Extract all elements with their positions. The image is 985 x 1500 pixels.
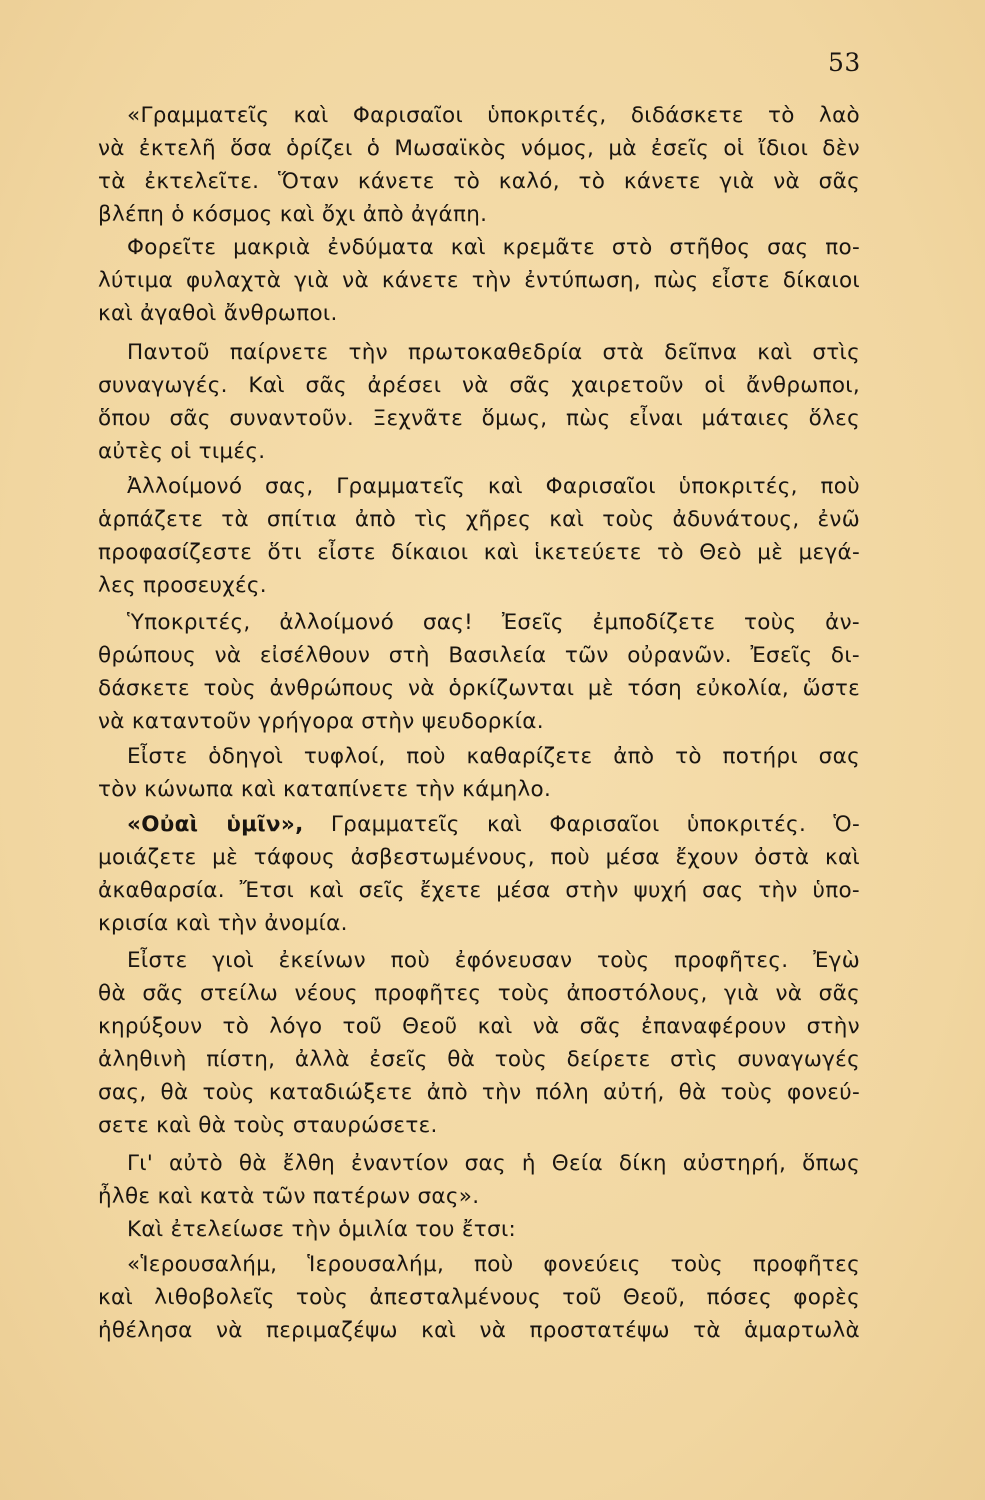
text-line-rest: Γραμματεῖς καὶ Φαρισαῖοι ὑποκριτές. Ὁ-	[330, 812, 860, 837]
page-number: 53	[828, 48, 861, 77]
text-line: ἁρπάζετε τὰ σπίτια ἀπὸ τὶς χῆρες καὶ τοὺς ἀδυνάτους, ἐνῶ	[98, 507, 860, 532]
text-line: «Ἱερουσαλήμ, Ἱερουσαλήμ, ποὺ φονεύεις τοὺς προφῆτες	[127, 1252, 860, 1277]
text-line: Ἀλλοίμονό σας, Γραμματεῖς καὶ Φαρισαῖοι ὑποκριτές, ποὺ	[127, 474, 860, 499]
text-line: ὅπου σᾶς συναντοῦν. Ξεχνᾶτε ὅμως, πὼς εἶναι μάταιες ὅλες	[98, 406, 860, 431]
text-line: προφασίζεστε ὅτι εἶστε δίκαιοι καὶ ἱκετεύετε τὸ Θεὸ μὲ μεγά-	[98, 540, 860, 565]
text-line: λες προσευχές.	[98, 573, 267, 598]
bold-phrase: «Οὐαὶ ὑμῖν»,	[127, 812, 304, 837]
text-line: Εἶστε ὁδηγοὶ τυφλοί, ποὺ καθαρίζετε ἀπὸ τὸ ποτήρι σας	[127, 744, 860, 769]
text-line	[127, 808, 860, 841]
text-line: τὸν κώνωπα καὶ καταπίνετε τὴν κάμηλο.	[98, 777, 552, 802]
text-line: καὶ ἀγαθοὶ ἄνθρωποι.	[98, 301, 338, 326]
text-line: ἀκαθαρσία. Ἔτσι καὶ σεῖς ἔχετε μέσα στὴν ψυχή σας τὴν ὑπο-	[98, 878, 860, 903]
text-line: θρώπους νὰ εἰσέλθουν στὴ Βασιλεία τῶν οὐρανῶν. Ἐσεῖς δι-	[98, 643, 860, 668]
text-line: νὰ ἐκτελῆ ὅσα ὁρίζει ὁ Μωσαϊκὸς νόμος, μὰ ἐσεῖς οἱ ἴδιοι δὲν	[98, 136, 860, 161]
text-line: «Γραμματεῖς καὶ Φαρισαῖοι ὑποκριτές, διδάσκετε τὸ λαὸ	[127, 103, 860, 128]
text-line: σας, θὰ τοὺς καταδιώξετε ἀπὸ τὴν πόλη αὐτή, θὰ τοὺς φονεύ-	[98, 1080, 860, 1105]
text-line: Ὑποκριτές, ἀλλοίμονό σας! Ἐσεῖς ἐμποδίζετε τοὺς ἀν-	[127, 610, 860, 635]
text-line: Καὶ ἐτελείωσε τὴν ὁμιλία του ἔτσι:	[127, 1217, 517, 1242]
text-line: μοιάζετε μὲ τάφους ἀσβεστωμένους, ποὺ μέσα ἔχουν ὀστὰ καὶ	[98, 845, 860, 870]
text-line: λύτιμα φυλαχτὰ γιὰ νὰ κάνετε τὴν ἐντύπωση, πὼς εἶστε δίκαιοι	[98, 268, 860, 293]
text-line: Γι' αὐτὸ θὰ ἔλθη ἐναντίον σας ἡ Θεία δίκη αὐστηρή, ὅπως	[127, 1151, 860, 1176]
text-line: αὐτὲς οἱ τιμές.	[98, 439, 266, 464]
text-line: νὰ καταντοῦν γρήγορα στὴν ψευδορκία.	[98, 709, 544, 734]
text-line: συναγωγές. Καὶ σᾶς ἀρέσει νὰ σᾶς χαιρετοῦν οἱ ἄνθρωποι,	[98, 373, 860, 398]
text-line: κρισία καὶ τὴν ἀνομία.	[98, 911, 348, 936]
text-line: Φορεῖτε μακριὰ ἐνδύματα καὶ κρεμᾶτε στὸ στῆθος σας πο-	[127, 235, 860, 260]
text-line: Παντοῦ παίρνετε τὴν πρωτοκαθεδρία στὰ δεῖπνα καὶ στὶς	[127, 340, 860, 365]
text-line: Εἶστε γιοὶ ἐκείνων ποὺ ἐφόνευσαν τοὺς προφῆτες. Ἐγὼ	[127, 948, 860, 973]
text-line: ἦλθε καὶ κατὰ τῶν πατέρων σας».	[98, 1184, 480, 1209]
text-line: ἠθέλησα νὰ περιμαζέψω καὶ νὰ προστατέψω τὰ ἁμαρτωλὰ	[98, 1318, 860, 1343]
text-line: τὰ ἐκτελεῖτε. Ὅταν κάνετε τὸ καλό, τὸ κάνετε γιὰ νὰ σᾶς	[98, 169, 860, 194]
text-line: κηρύξουν τὸ λόγο τοῦ Θεοῦ καὶ νὰ σᾶς ἐπαναφέρουν στὴν	[98, 1014, 860, 1039]
text-line: θὰ σᾶς στείλω νέους προφῆτες τοὺς ἀποστόλους, γιὰ νὰ σᾶς	[98, 981, 860, 1006]
text-line: δάσκετε τοὺς ἀνθρώπους νὰ ὁρκίζωνται μὲ τόση εὐκολία, ὥστε	[98, 676, 860, 701]
text-line: σετε καὶ θὰ τοὺς σταυρώσετε.	[98, 1113, 438, 1138]
text-line: βλέπη ὁ κόσμος καὶ ὄχι ἀπὸ ἀγάπη.	[98, 202, 488, 227]
text-line: ἀληθινὴ πίστη, ἀλλὰ ἐσεῖς θὰ τοὺς δείρετε στὶς συναγωγές	[98, 1047, 860, 1072]
text-line: καὶ λιθοβολεῖς τοὺς ἀπεσταλμένους τοῦ Θεοῦ, πόσες φορὲς	[98, 1285, 860, 1310]
